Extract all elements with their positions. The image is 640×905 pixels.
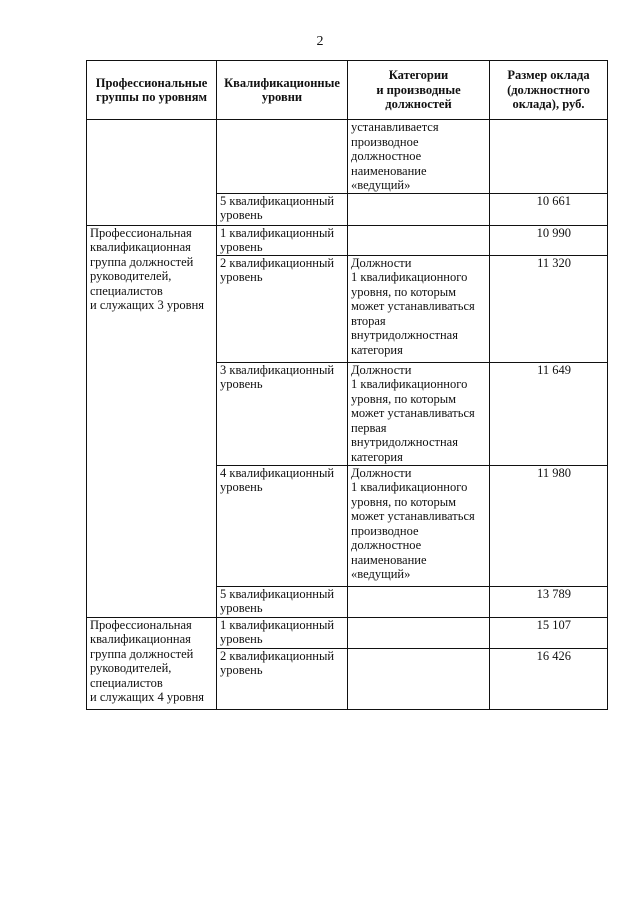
category-cell: устанавливается производное должностное наименование «ведущий» — [348, 120, 490, 194]
group-cell: Профессиональная квалификационная группа должностей руководителей, специалистов и служащих 4 уровня — [87, 617, 217, 709]
salary-cell: 15 107 — [490, 617, 608, 648]
header-salary: Размер оклада (должностного оклада), руб. — [490, 61, 608, 120]
salary-cell: 16 426 — [490, 648, 608, 709]
level-cell: 5 квалификационный уровень — [217, 586, 348, 617]
level-cell: 1 квалификационный уровень — [217, 225, 348, 255]
header-professional-groups: Профессиональные группы по уровням — [87, 61, 217, 120]
group-cell — [87, 120, 217, 226]
salary-table — [86, 60, 608, 710]
level-cell: 1 квалификационный уровень — [217, 617, 348, 648]
category-cell — [348, 225, 490, 255]
level-cell: 4 квалификационный уровень — [217, 465, 348, 586]
category-cell — [348, 193, 490, 225]
salary-cell: 11 649 — [490, 362, 608, 465]
salary-cell: 10 990 — [490, 225, 608, 255]
group-cell: Профессиональная квалификационная группа должностей руководителей, специалистов и служащих 3 уровня — [87, 225, 217, 617]
table-row — [87, 617, 608, 648]
level-cell: 2 квалификационный уровень — [217, 255, 348, 362]
salary-cell: 10 661 — [490, 193, 608, 225]
category-cell: Должности 1 квалификационного уровня, по которым может устанавливаться производное должностное наименование «ведущий» — [348, 465, 490, 586]
salary-cell: 11 320 — [490, 255, 608, 362]
level-cell — [217, 120, 348, 194]
category-cell — [348, 648, 490, 709]
category-cell: Должности 1 квалификационного уровня, по которым может устанавливаться первая внутридолжностная категория — [348, 362, 490, 465]
category-cell: Должности 1 квалификационного уровня, по которым может устанавливаться вторая внутридолжностная категория — [348, 255, 490, 362]
table-row — [87, 120, 608, 194]
page-number: 2 — [316, 34, 324, 49]
table-row — [87, 225, 608, 255]
level-cell: 5 квалификационный уровень — [217, 193, 348, 225]
header-categories: Категории и производные должностей — [348, 61, 490, 120]
header-qualification-levels: Квалификационные уровни — [217, 61, 348, 120]
salary-cell — [490, 120, 608, 194]
level-cell: 2 квалификационный уровень — [217, 648, 348, 709]
category-cell — [348, 617, 490, 648]
salary-cell: 11 980 — [490, 465, 608, 586]
level-cell: 3 квалификационный уровень — [217, 362, 348, 465]
table-header-row — [87, 61, 608, 120]
category-cell — [348, 586, 490, 617]
salary-cell: 13 789 — [490, 586, 608, 617]
